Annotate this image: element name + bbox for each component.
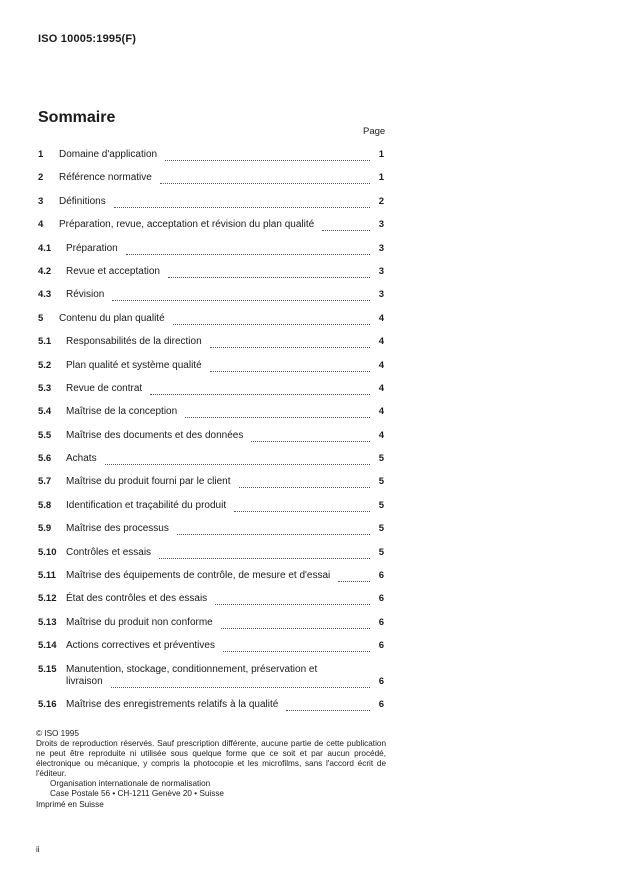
toc-entry-number: 3: [38, 195, 44, 207]
toc-entry-title: Manutention, stockage, conditionnement, préservation et: [66, 663, 318, 675]
toc-entry-title-continued: livraison: [66, 675, 103, 687]
toc-leader-dots: [223, 640, 370, 652]
toc-entry-page: 2: [378, 195, 384, 207]
toc-entry-page: 4: [378, 336, 384, 348]
toc-entry-number: 1: [38, 149, 44, 160]
organization-address: Case Postale 56 • CH-1211 Genève 20 • Suisse: [50, 789, 224, 798]
toc-entry-page: 6: [378, 640, 384, 652]
toc-leader-dots: [322, 219, 370, 231]
toc-leader-dots: [215, 593, 370, 605]
toc-entry[interactable]: [38, 258, 386, 281]
toc-entry-title: Revue et acceptation: [66, 265, 160, 277]
toc-entry[interactable]: [38, 562, 386, 585]
toc-leader-dots: [286, 699, 370, 711]
page-title: Sommaire: [38, 109, 116, 126]
toc-leader-dots: [239, 476, 370, 488]
toc-entry[interactable]: [38, 235, 386, 258]
toc-leader-dots: [221, 617, 370, 629]
toc-leader-dots: [251, 430, 370, 442]
toc-leader-dots: [177, 523, 370, 535]
toc-entry-title: Maîtrise des processus: [66, 523, 169, 535]
rights-statement: Droits de reproduction réservés. Sauf prescription différente, aucune partie de cette publication ne peut être reproduite ni utilisée sous quelque forme que ce soit et par aucun procédé, électronique ou mécanique, y compris la photocopie et les microfilms, sans l'accord écrit de l'éditeur.: [36, 739, 386, 778]
toc-entry-number: 5.10: [38, 546, 57, 558]
toc-leader-dots: [185, 406, 370, 418]
toc-entry-page: 5: [378, 523, 384, 535]
toc-entry-number: 5.3: [38, 382, 52, 394]
toc-entry-title: Revue de contrat: [66, 382, 143, 394]
toc-entry[interactable]: [38, 691, 386, 714]
toc-leader-dots: [159, 547, 370, 559]
toc-entry[interactable]: [38, 164, 386, 187]
toc-entry-title: Maîtrise du produit fourni par le client: [66, 476, 231, 488]
toc-entry-number: 5.2: [38, 359, 52, 371]
toc-entry-title: Plan qualité et système qualité: [66, 359, 202, 371]
toc-leader-dots: [105, 453, 370, 465]
toc-leader-dots: [173, 313, 370, 325]
toc-entry[interactable]: [38, 375, 386, 398]
toc-entry-title: Maîtrise des documents et des données: [66, 429, 244, 441]
toc-entry-number: 5.8: [38, 499, 52, 511]
toc-entry-page: 6: [378, 593, 384, 605]
copyright-block: [36, 729, 386, 810]
toc-entry-page: 5: [378, 546, 384, 558]
toc-entry[interactable]: [38, 632, 386, 655]
toc-entry-number: 5.4: [38, 406, 52, 418]
toc-entry-title: Maîtrise des enregistrements relatifs à la qualité: [66, 698, 279, 710]
toc-entry-page: 3: [378, 219, 384, 231]
toc-entry-title: Contenu du plan qualité: [59, 312, 165, 324]
toc-entry-title: État des contrôles et des essais: [66, 593, 208, 605]
toc-leader-dots: [112, 289, 370, 301]
toc-entry-number: 5.9: [38, 523, 52, 535]
toc-entry-title: Révision: [66, 289, 105, 301]
table-of-contents: [38, 141, 386, 714]
toc-entry-page: 1: [378, 149, 384, 160]
toc-entry-page: 3: [378, 242, 384, 254]
toc-leader-dots: [150, 383, 370, 395]
toc-entry-number: 5.14: [38, 640, 57, 652]
toc-entry-number: 5.11: [38, 570, 56, 582]
toc-entry-number: 4.1: [38, 242, 52, 254]
toc-entry-page: 5: [378, 499, 384, 511]
toc-entry-title: Achats: [66, 453, 97, 465]
organization-name: Organisation internationale de normalisation: [50, 779, 211, 788]
toc-leader-dots: [210, 336, 370, 348]
toc-entry-number: 5.12: [38, 593, 57, 605]
toc-entry-number: 5.13: [38, 616, 57, 628]
toc-entry[interactable]: [38, 445, 386, 468]
toc-entry[interactable]: [38, 141, 386, 164]
document-id: ISO 10005:1995(F): [38, 33, 137, 45]
toc-entry[interactable]: [38, 515, 386, 538]
page-column-label: Page: [363, 126, 386, 137]
toc-entry-title: Domaine d'application: [59, 149, 158, 160]
toc-entry-page: 5: [378, 453, 384, 465]
toc-leader-dots: [111, 676, 370, 688]
toc-entry-title: Contrôles et essais: [66, 546, 152, 558]
toc-entry-number: 5.6: [38, 453, 52, 465]
toc-entry-title: Maîtrise du produit non conforme: [66, 616, 213, 628]
toc-entry-number: 5: [38, 312, 44, 324]
toc-entry[interactable]: [38, 352, 386, 375]
toc-leader-dots: [160, 172, 370, 184]
copyright-notice: © ISO 1995: [36, 729, 79, 738]
toc-entry-page: 6: [378, 570, 384, 582]
toc-entry-page: 6: [378, 616, 384, 628]
toc-entry-title: Référence normative: [59, 172, 152, 184]
toc-entry[interactable]: [38, 492, 386, 515]
toc-entry-title: Responsabilités de la direction: [66, 336, 202, 348]
toc-entry-number: 4: [38, 219, 44, 231]
toc-entry-number: 4.3: [38, 289, 52, 301]
toc-entry-title: Actions correctives et préventives: [66, 640, 215, 652]
toc-entry-number: 5.1: [38, 336, 52, 348]
toc-entry-number: 4.2: [38, 265, 52, 277]
toc-entry-page: 4: [378, 382, 384, 394]
toc-entry-number: 2: [38, 172, 44, 184]
toc-entry-number: 5.7: [38, 476, 52, 488]
toc-entry[interactable]: [38, 656, 386, 691]
toc-entry[interactable]: [38, 609, 386, 632]
toc-leader-dots: [210, 360, 370, 372]
page-folio: ii: [36, 845, 40, 854]
toc-entry[interactable]: [38, 305, 386, 328]
toc-entry-page: 5: [378, 476, 384, 488]
toc-entry[interactable]: [38, 281, 386, 304]
toc-entry-page: 3: [378, 265, 384, 277]
toc-entry-title: Préparation, revue, acceptation et révision du plan qualité: [59, 219, 315, 231]
toc-entry[interactable]: [38, 539, 386, 562]
toc-entry-title: Identification et traçabilité du produit: [66, 499, 227, 511]
toc-leader-dots: [338, 570, 370, 582]
toc-entry-page: 4: [378, 312, 384, 324]
toc-entry-number: 5.5: [38, 429, 52, 441]
toc-entry-page: 1: [378, 172, 384, 184]
printed-in: Imprimé en Suisse: [36, 800, 104, 809]
toc-entry-number: 5.15: [38, 663, 57, 675]
toc-entry-page: 4: [378, 429, 384, 441]
toc-entry-title: Préparation: [66, 242, 118, 254]
toc-entry[interactable]: [38, 398, 386, 421]
toc-entry[interactable]: [38, 328, 386, 351]
toc-entry[interactable]: [38, 422, 386, 445]
toc-entry[interactable]: [38, 468, 386, 491]
toc-leader-dots: [114, 196, 370, 208]
toc-entry[interactable]: [38, 585, 386, 608]
toc-leader-dots: [168, 266, 370, 278]
toc-leader-dots: [234, 500, 370, 512]
toc-entry-number: 5.16: [38, 698, 57, 710]
toc-leader-dots: [165, 149, 370, 161]
toc-entry-page: 3: [378, 289, 384, 301]
toc-entry-title: Maîtrise de la conception: [66, 406, 178, 418]
toc-entry-page: 4: [378, 359, 384, 371]
toc-entry[interactable]: [38, 211, 386, 234]
toc-entry-page: 4: [378, 406, 384, 418]
toc-entry-title: Définitions: [59, 195, 106, 207]
toc-entry-page: 6: [378, 675, 384, 687]
toc-leader-dots: [126, 243, 370, 255]
toc-entry-title: Maîtrise des équipements de contrôle, de mesure et d'essai: [66, 570, 331, 582]
toc-entry-page: 6: [378, 698, 384, 710]
toc-entry[interactable]: [38, 188, 386, 211]
